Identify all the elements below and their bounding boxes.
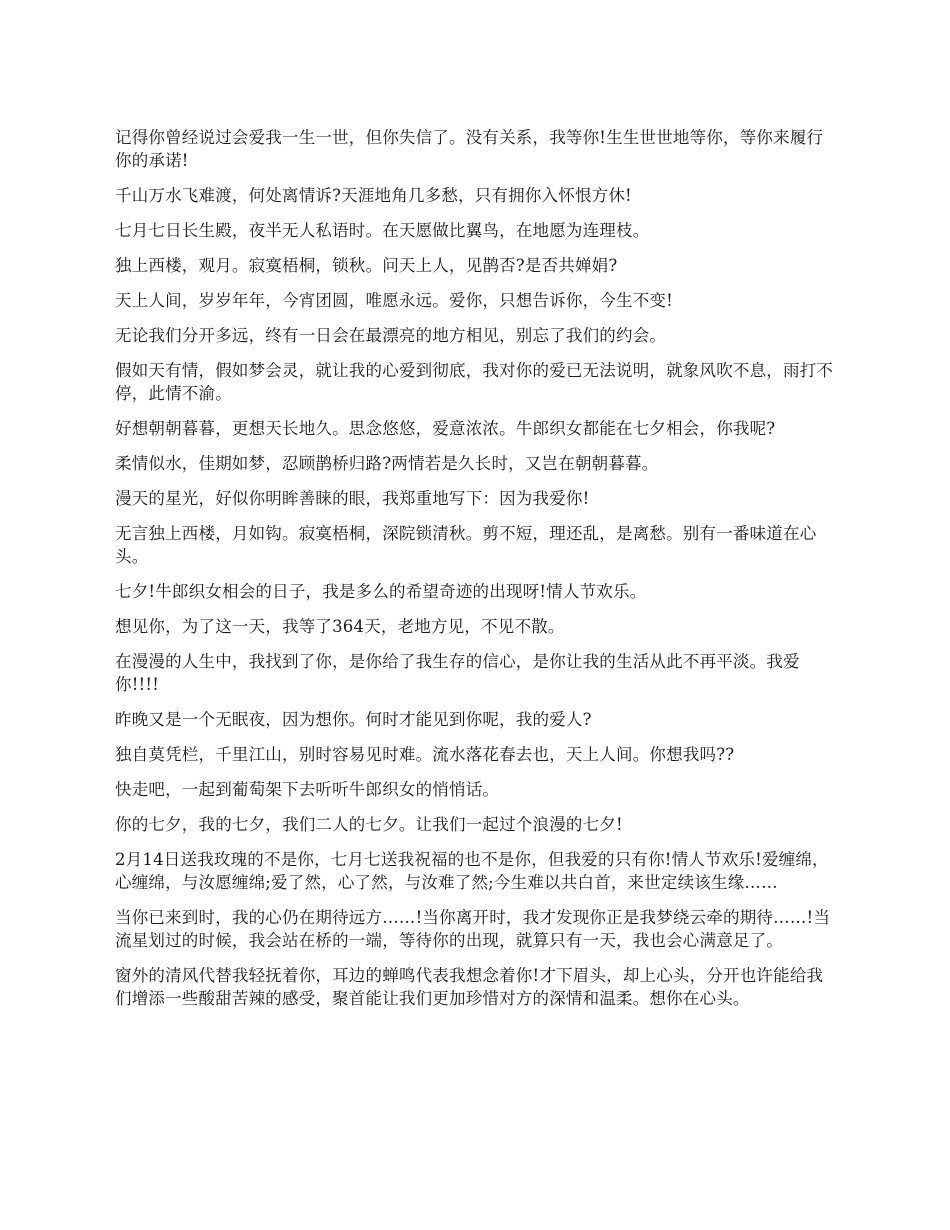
paragraph: 七月七日长生殿，夜半无人私语时。在天愿做比翼鸟，在地愿为连理枝。 (115, 221, 650, 240)
paragraph: 昨晚又是一个无眠夜，因为想你。何时才能见到你呢，我的爱人? (115, 710, 592, 729)
paragraph: 七夕!牛郎织女相会的日子，我是多么的希望奇迹的出现呀!情人节欢乐。 (115, 582, 647, 601)
paragraph: 好想朝朝暮暮，更想天长地久。思念悠悠，爱意浓浓。牛郎织女都能在七夕相会，你我呢? (115, 419, 776, 438)
paragraph: 无言独上西楼，月如钩。寂寞梧桐，深院锁清秋。剪不短，理还乱，是离愁。别有一番味道在心头。 (115, 524, 817, 566)
paragraph: 想见你，为了这一天，我等了364天，老地方见，不见不散。 (115, 617, 565, 636)
paragraph: 漫天的星光，好似你明眸善睐的眼，我郑重地写下：因为我爱你! (115, 489, 590, 508)
paragraph: 柔情似水，佳期如梦，忍顾鹊桥归路?两情若是久长时，又岂在朝朝暮暮。 (115, 454, 659, 473)
paragraph: 无论我们分开多远，终有一日会在最漂亮的地方相见，别忘了我们的约会。 (115, 326, 667, 345)
paragraph: 2月14日送我玫瑰的不是你，七月七送我祝福的也不是你，但我爱的只有你!情人节欢乐!爱缠绵，心缠绵，与汝愿缠绵;爱了然，心了然，与汝难了然;今生难以共白首，来世定续该生缘…… (115, 850, 829, 892)
paragraph: 千山万水飞难渡，何处离情诉?天涯地角几多愁，只有拥你入怀恨方休! (115, 186, 632, 205)
paragraph: 独上西楼，观月。寂寞梧桐，锁秋。问天上人，见鹊否?是否共婵娟? (115, 256, 618, 275)
paragraph: 记得你曾经说过会爱我一生一世，但你失信了。没有关系，我等你!生生世世地等你，等你来履行你的承诺! (115, 128, 824, 170)
paragraph: 在漫漫的人生中，我找到了你，是你给了我生存的信心，是你让我的生活从此不再平淡。我爱你!!!! (115, 652, 800, 694)
paragraph: 假如天有情，假如梦会灵，就让我的心爱到彻底，我对你的爱已无法说明，就象风吹不息，雨打不停，此情不渝。 (115, 361, 834, 403)
paragraph: 窗外的清风代替我轻抚着你，耳边的蝉鸣代表我想念着你!才下眉头，却上心头，分开也许能给我们增添一些酸甜苦辣的感受，聚首能让我们更加珍惜对方的深情和温柔。想你在心头。 (115, 966, 824, 1008)
paragraph: 当你已来到时，我的心仍在期待远方……!当你离开时，我才发现你正是我梦绕云牵的期待……!当流星划过的时候，我会站在桥的一端，等待你的出现，就算只有一天，我也会心满意足了。 (115, 908, 831, 950)
paragraph: 独自莫凭栏，千里江山，别时容易见时难。流水落花春去也，天上人间。你想我吗?? (115, 745, 735, 764)
paragraph: 你的七夕，我的七夕，我们二人的七夕。让我们一起过个浪漫的七夕! (115, 815, 623, 834)
paragraph: 快走吧，一起到葡萄架下去听听牛郎织女的悄悄话。 (115, 780, 500, 799)
paragraph: 天上人间，岁岁年年，今宵团圆，唯愿永远。爱你，只想告诉你，今生不变! (115, 291, 673, 310)
